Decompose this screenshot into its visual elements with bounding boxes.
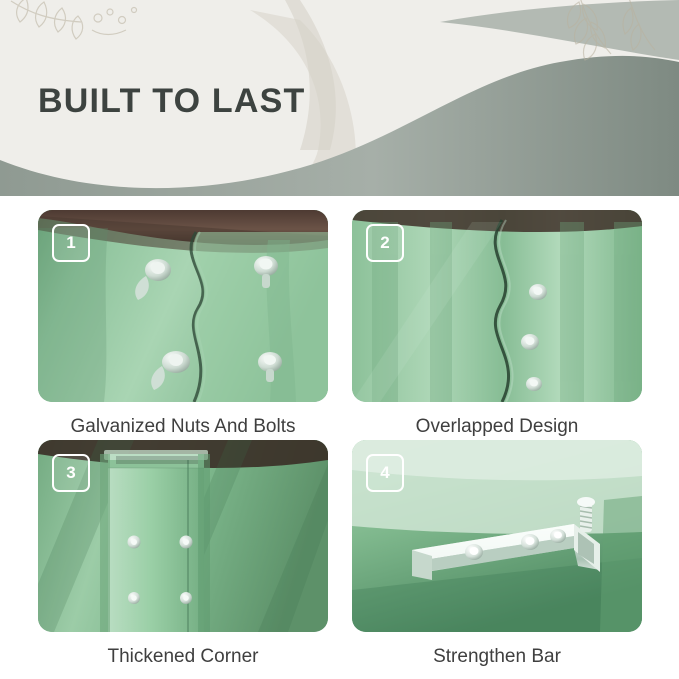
feature-caption-2: Overlapped Design [415, 416, 579, 437]
feature-badge-3: 3 [52, 454, 90, 492]
feature-photo-1 [38, 210, 328, 402]
feature-badge-1: 1 [52, 224, 90, 262]
feature-caption-3: Thickened Corner [107, 646, 259, 667]
leaf-branch-icon [6, 0, 156, 66]
feature-cell-1 [38, 210, 328, 438]
feature-badge-4: 4 [366, 454, 404, 492]
feature-grid [0, 200, 679, 679]
feature-photo-4 [352, 440, 642, 632]
feature-photo-2 [352, 210, 642, 402]
feature-caption-1: Galvanized Nuts And Bolts [70, 416, 296, 437]
feature-photo-3 [38, 440, 328, 632]
feature-cell-2 [352, 210, 642, 438]
page-title: BUILT TO LAST [38, 82, 306, 120]
feature-cell-4 [352, 440, 642, 668]
feature-cell-3 [38, 440, 328, 668]
feature-badge-2: 2 [366, 224, 404, 262]
leaf-branch-icon [559, 0, 669, 66]
feature-caption-4: Strengthen Bar [433, 646, 561, 667]
header-banner [0, 0, 679, 196]
